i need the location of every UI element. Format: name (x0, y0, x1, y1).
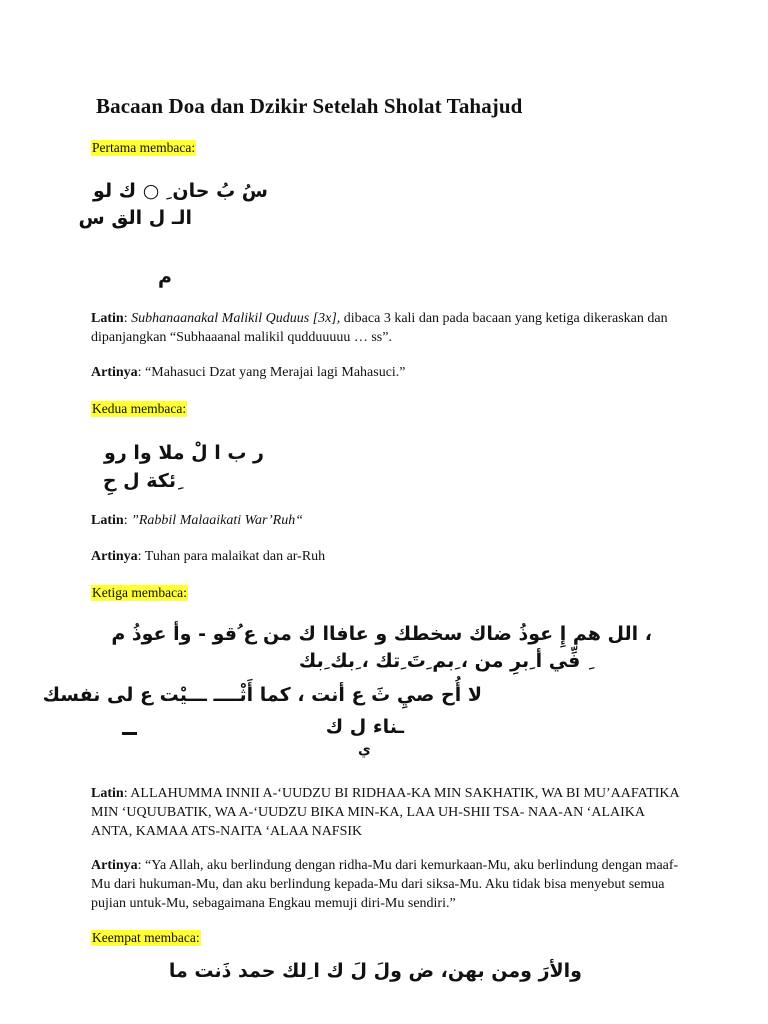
meaning-text: : “Ya Allah, aku berlindung dengan ridha-Mu dari kemurkaan-Mu, aku berlindung dengan maaf-Mu dari hukuman-Mu, dan aku berlindung kepada-Mu dari siksa-Mu. Aku tidak bisa menyebut semua pujian untuk-Mu, sebagaimana Engkau memuji diri-Mu sendiri.” (91, 858, 679, 911)
arabic-line: م (158, 266, 172, 288)
latin-text: : ALLAHUMMA INNII A-‘UUDZU BI RIDHAA-KA MIN SAKHATIK, WA BI MU’AAFATIKA MIN ‘UQUUBATIK, WA A-‘UUDZU BIKA MIN-KA, LAA UH-SHII TSA- NAA-AN ‘ALAIKA ANTA, KAMAA ATS-NAITA ‘ALAA NAFSIK (91, 786, 679, 839)
meaning-paragraph-3 (91, 856, 681, 913)
meaning-label: Artinya (91, 858, 138, 873)
document-title: Bacaan Doa dan Dzikir Setelah Sholat Tahajud (96, 94, 523, 118)
meaning-label: Artinya (91, 549, 138, 564)
latin-label: Latin (91, 311, 124, 326)
latin-paragraph-1: Latin: Subhanaanakal Malikil Quduus [3x], dibaca 3 kali dan pada bacaan yang ketiga dikeraskan dan dipanjangkan “Subhaaanal malikil qudduuuuu … ss”. (91, 311, 668, 345)
meaning-text: : Tuhan para malaikat dan ar-Ruh (137, 549, 326, 564)
latin-label: Latin (91, 786, 124, 801)
arabic-line: الـ ل الق س (78, 207, 192, 229)
heading-highlight: Keempat (92, 930, 141, 945)
latin-label: Latin (91, 513, 124, 528)
arabic-line: ـناء ل ك (325, 716, 404, 738)
meaning-text: : “Mahasuci Dzat yang Merajai lagi Mahasuci.” (137, 365, 406, 380)
arabic-line: ي (358, 742, 371, 758)
latin-paragraph-2: Latin: ”Rabbil Malaaikati War’Ruh“ (91, 513, 303, 528)
section-heading-1: Pertama membaca: (92, 140, 196, 155)
latin-rest: dibaca 3 kali dan pada bacaan yang ketiga dikeraskan dan dipanjangkan “Subhaaanal malikil qudduuuuu … ss”. (91, 311, 668, 345)
section-heading-4 (91, 930, 201, 946)
arabic-line: ر ب ا لْ ملا وا رو (104, 442, 264, 464)
meaning-paragraph-1 (91, 363, 681, 382)
arabic-line: ِ فِّي أ ِبرِ من ، ِبم ِتَ ِتك ، ِبك ِبك (298, 650, 587, 672)
meaning-label: Artinya (91, 365, 138, 380)
arabic-line: والأرَ ومن بهن، ض ولَ لَ ك ا ِلك حمد ذَنت ما (168, 960, 582, 982)
latin-paragraph-3 (91, 784, 681, 841)
arabic-line: ِئكة ل حِ (102, 470, 176, 492)
section-heading-2: Kedua membaca: (92, 401, 187, 416)
section-heading-3: Ketiga membaca: (92, 585, 187, 600)
arabic-line: سُ بُ حان ِ ○ ك لو (93, 180, 268, 202)
heading-rest: membaca: (140, 930, 200, 945)
arabic-line: ، الل هم إِ عوذُ ضاك سخطك و عافاا ك من ع ُقو - وأ عوذُ م (111, 623, 652, 645)
arabic-line: لا أُح صيِ ثَ ع أنت ، كما أَثْــــ ـــيْت ع لى نفسك (42, 684, 482, 706)
latin-text: ”Rabbil Malaaikati War’Ruh“ (131, 513, 303, 528)
meaning-paragraph-2 (91, 547, 681, 566)
tatweel-stroke (122, 732, 137, 735)
latin-text: Subhanaanakal Malikil Quduus [3x], (131, 311, 341, 326)
